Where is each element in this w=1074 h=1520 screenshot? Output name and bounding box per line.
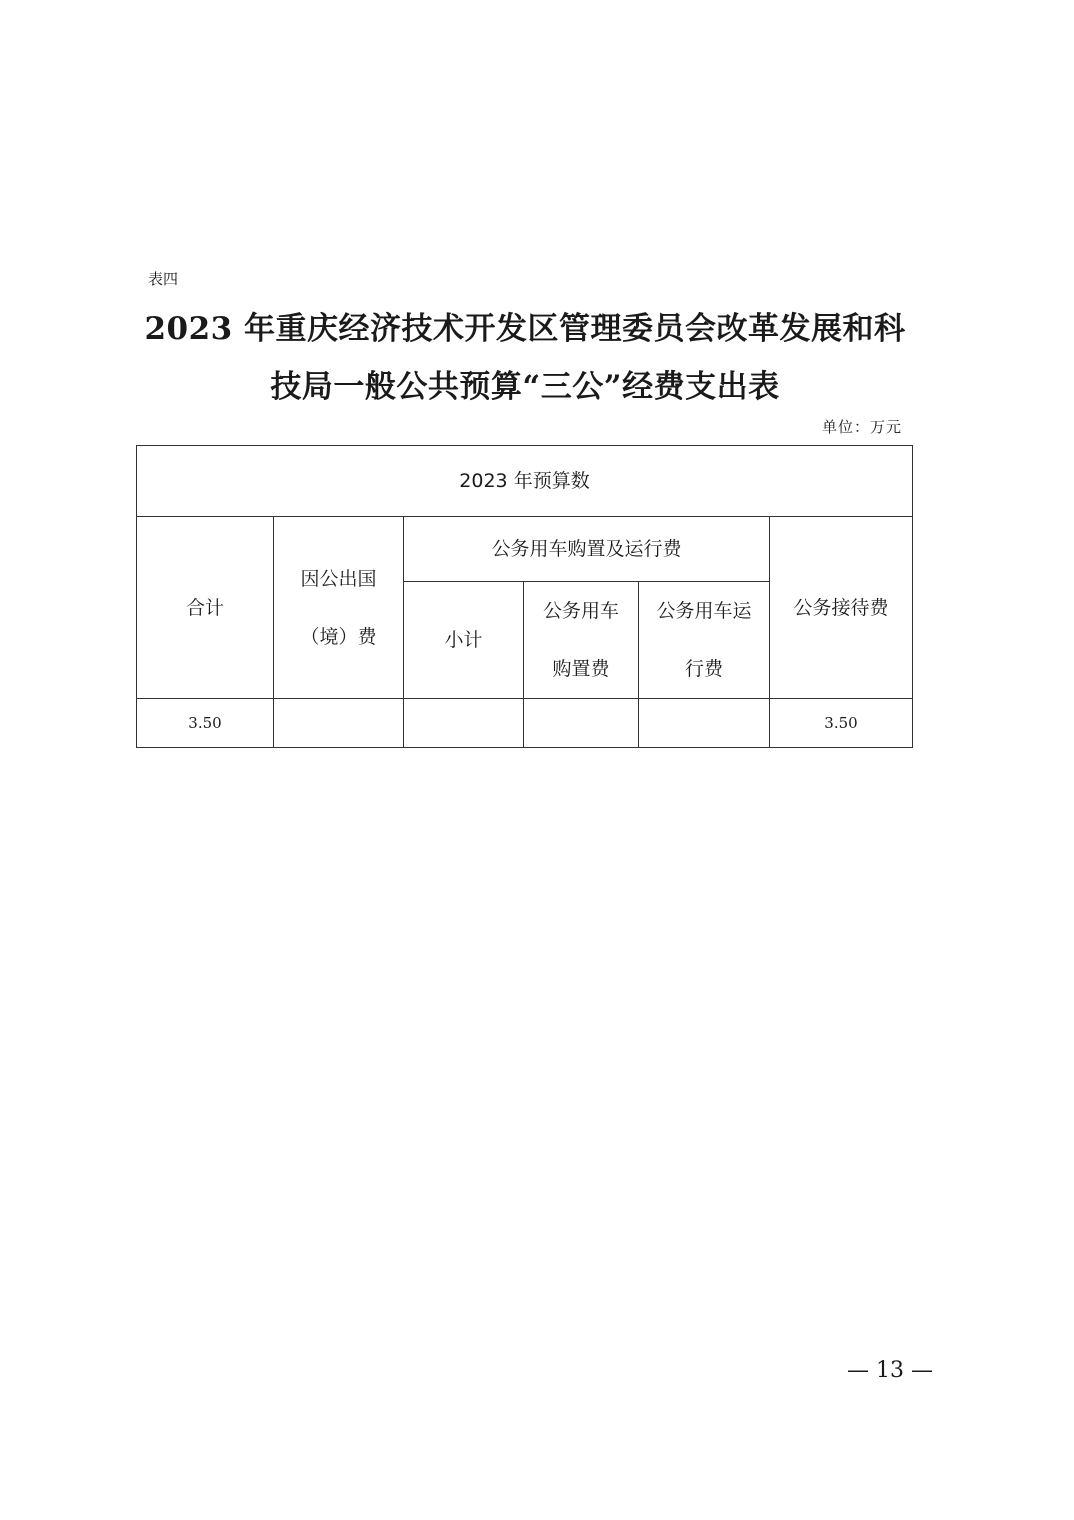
page-title-line-2: 技局一般公共预算“三公”经费支出表 <box>270 369 780 405</box>
cell-reception: 3.50 <box>770 699 913 748</box>
header-vehicle-operation <box>639 582 770 699</box>
cell-vehicle-operation <box>639 699 770 748</box>
header-vehicle-purchase-line-1: 公务用车 <box>542 600 619 622</box>
header-subtotal: 小计 <box>404 582 524 699</box>
page-number: — 13 — <box>847 1358 933 1383</box>
header-vehicle-purchase <box>524 582 639 699</box>
header-reception: 公务接待费 <box>770 517 913 699</box>
header-vehicle-purchase-line-2: 购置费 <box>552 658 610 680</box>
header-abroad-line-1: 因公出国 <box>300 567 377 590</box>
budget-table <box>136 445 913 748</box>
header-vehicle-group: 公务用车购置及运行费 <box>404 517 770 582</box>
table-label: 表四 <box>148 270 179 288</box>
header-total: 合计 <box>137 517 274 699</box>
header-budget-year: 2023 年预算数 <box>137 446 913 517</box>
page-title-line-1: 2023 年重庆经济技术开发区管理委员会改革发展和科 <box>144 311 906 347</box>
table-row <box>137 699 913 748</box>
table-header-row <box>137 446 913 517</box>
unit-label: 单位：万元 <box>821 418 902 436</box>
cell-abroad <box>274 699 404 748</box>
header-vehicle-operation-line-1: 公务用车运 <box>656 600 752 622</box>
header-abroad <box>274 517 404 699</box>
header-vehicle-operation-line-2: 行费 <box>684 658 723 680</box>
cell-subtotal <box>404 699 524 748</box>
table-group-row <box>137 517 913 582</box>
cell-vehicle-purchase <box>524 699 639 748</box>
header-abroad-line-2: （境）费 <box>300 625 377 648</box>
cell-total: 3.50 <box>137 699 274 748</box>
